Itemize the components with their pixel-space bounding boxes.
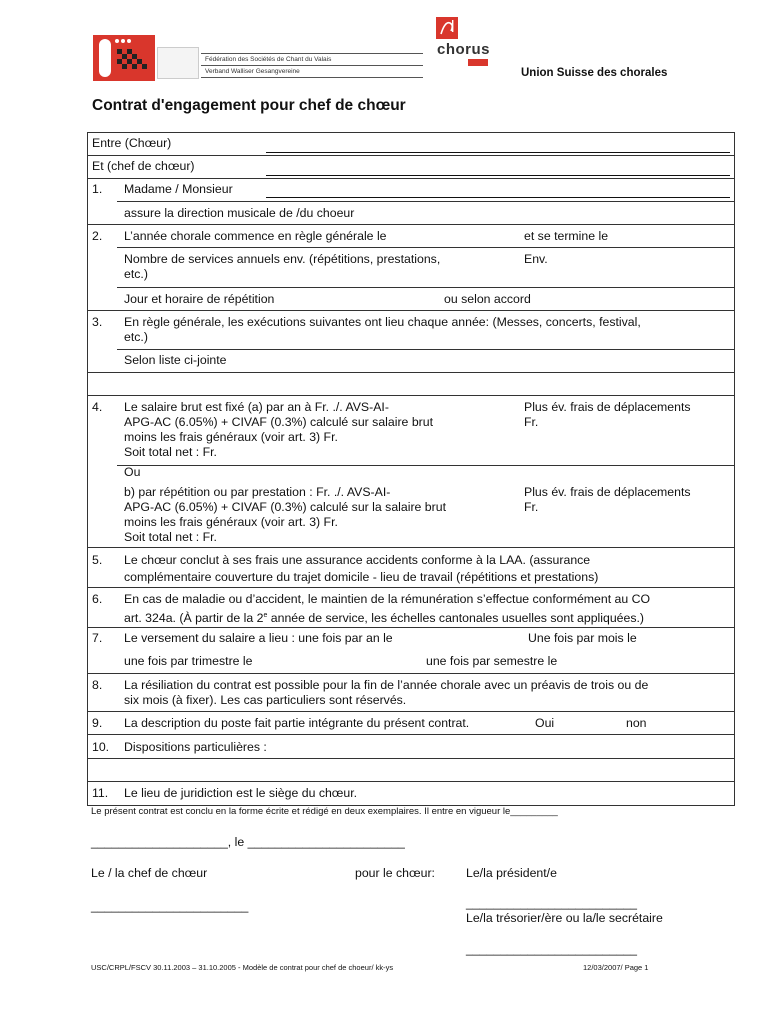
versement-mensuel-label: Une fois par mois le — [528, 631, 637, 645]
juridiction-label: Le lieu de juridiction est le siège du chœur. — [124, 786, 358, 800]
fscv-emblem-icon — [157, 47, 199, 79]
madame-monsieur-label: Madame / Monsieur — [124, 182, 233, 196]
frais-a-fr: Fr. — [524, 415, 539, 429]
frais-a-label: Plus év. frais de déplacements — [524, 400, 691, 414]
services-label-cont: etc.) — [124, 267, 148, 281]
salaire-b-line2: APG-AC (6.05%) + CIVAF (0.3%) calculé sur la salaire brut — [124, 500, 446, 514]
chef-signature-line[interactable]: _______________________ — [91, 899, 249, 913]
et-label: Et (chef de chœur) — [92, 159, 195, 173]
item-number: 5. — [92, 553, 103, 567]
horaire-label: Jour et horaire de répétition — [124, 292, 275, 306]
salaire-b-line4: Soit total net : Fr. — [124, 530, 217, 544]
madame-monsieur-field[interactable] — [266, 197, 730, 198]
chorus-wordmark: chorus — [437, 41, 491, 58]
contract-form-table — [87, 132, 735, 806]
services-label: Nombre de services annuels env. (répétitions, prestations, — [124, 252, 441, 266]
executions-label: En règle générale, les exécutions suivantes ont lieu chaque année: (Messes, concerts, festival, — [124, 315, 641, 329]
annee-fin-label: et se termine le — [524, 229, 609, 243]
item-number: 11. — [92, 786, 109, 800]
entre-label: Entre (Chœur) — [92, 136, 172, 150]
fscv-name: Fédération des Sociétés de Chant du Valais — [205, 56, 332, 63]
salaire-b-line1: b) par répétition ou par prestation : Fr. ./. AVS-AI- — [124, 485, 391, 499]
president-signature-line[interactable]: _________________________ — [466, 896, 637, 910]
footer-reference: USC/CRPL/FSCV 30.11.2003 – 31.10.2005 - Modèle de contrat pour chef de choeur/ kk-ys — [91, 963, 394, 972]
non-option[interactable]: non — [626, 716, 647, 730]
ou-label: Ou — [124, 465, 141, 479]
item-number: 2. — [92, 229, 103, 243]
annee-debut-label: L’année chorale commence en règle générale le — [124, 229, 387, 243]
chef-field[interactable] — [266, 175, 730, 176]
liste-label: Selon liste ci-jointe — [124, 353, 227, 367]
salaire-a-line3: moins les frais généraux (voir art. 3) Fr. — [124, 430, 338, 444]
fscv-logo — [93, 35, 423, 81]
union-label: Union Suisse des chorales — [521, 67, 668, 79]
item-number: 10. — [92, 740, 110, 754]
chorus-bar — [468, 59, 488, 66]
item-number: 9. — [92, 716, 103, 730]
oui-option[interactable]: Oui — [535, 716, 555, 730]
item-number: 4. — [92, 400, 103, 414]
item-number: 8. — [92, 678, 103, 692]
versement-trimestre-label: une fois par trimestre le — [124, 654, 253, 668]
place-date-line[interactable]: ____________________, le _______________________ — [91, 835, 405, 849]
assurance-line2: complémentaire couverture du trajet domicile - lieu de travail (répétitions et prestations) — [124, 570, 599, 584]
salaire-a-line2: APG-AC (6.05%) + CIVAF (0.3%) calculé sur salaire brut — [124, 415, 434, 429]
frais-b-fr: Fr. — [524, 500, 539, 514]
executions-label-cont: etc.) — [124, 330, 148, 344]
direction-label: assure la direction musicale de /du choeur — [124, 206, 355, 220]
page-title: Contrat d'engagement pour chef de chœur — [92, 97, 406, 114]
president-label: Le/la président/e — [466, 866, 557, 880]
item-number: 3. — [92, 315, 103, 329]
resiliation-line2: six mois (à fixer). Les cas particuliers sont réservés. — [124, 693, 407, 707]
item-number: 1. — [92, 182, 103, 196]
fscv-name-de: Verband Walliser Gesangvereine — [205, 68, 300, 75]
description-label: La description du poste fait partie intégrante du présent contrat. — [124, 716, 470, 730]
item-number: 6. — [92, 592, 103, 606]
contract-statement: Le présent contrat est conclu en la forme écrite et rédigé en deux exemplaires. Il entre en vigueur le_________ — [91, 806, 558, 817]
tresorier-signature-line[interactable]: _________________________ — [466, 942, 637, 956]
pour-choeur-label: pour le chœur: — [355, 866, 435, 880]
chorus-mark-icon — [436, 17, 458, 39]
item-number: 7. — [92, 631, 103, 645]
chef-signature-label: Le / la chef de chœur — [91, 866, 208, 880]
frais-b-label: Plus év. frais de déplacements — [524, 485, 691, 499]
versement-semestre-label: une fois par semestre le — [426, 654, 558, 668]
tresorier-label: Le/la trésorier/ère ou la/le secrétaire — [466, 911, 663, 925]
choeur-field[interactable] — [266, 152, 730, 153]
versement-annuel-label: Le versement du salaire a lieu : une fois par an le — [124, 631, 393, 645]
assurance-line1: Le chœur conclut à ses frais une assurance accidents conforme à la LAA. (assurance — [124, 553, 591, 567]
maladie-line2: art. 324a. (À partir de la 2e année de service, les échelles cantonales usuelles sont appliquées.) — [124, 611, 645, 626]
resiliation-line1: La résiliation du contrat est possible pour la fin de l’année chorale avec un préavis de trois ou de — [124, 678, 649, 692]
chorus-logo — [436, 17, 498, 67]
salaire-a-line1: Le salaire brut est fixé (a) par an à Fr. ./. AVS-AI- — [124, 400, 389, 414]
services-env-label: Env. — [524, 252, 548, 266]
footer-date-page: 12/03/2007/ Page 1 — [583, 963, 649, 972]
fscv-crest-icon — [93, 35, 155, 81]
salaire-b-line3: moins les frais généraux (voir art. 3) Fr. — [124, 515, 338, 529]
salaire-a-line4: Soit total net : Fr. — [124, 445, 217, 459]
dispositions-label: Dispositions particulières : — [124, 740, 267, 754]
maladie-line1: En cas de maladie ou d’accident, le maintien de la rémunération s’effectue conformément au CO — [124, 592, 651, 606]
selon-accord-label: ou selon accord — [444, 292, 531, 306]
